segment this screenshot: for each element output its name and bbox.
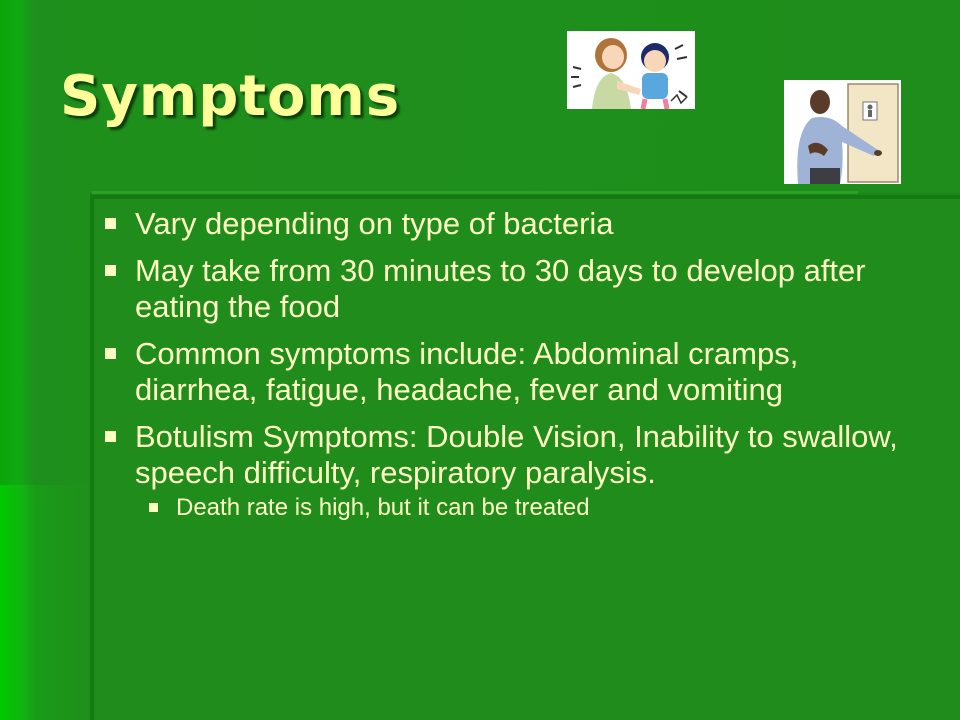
bullet-item <box>101 419 921 522</box>
sick-child-clipart-icon <box>567 31 695 109</box>
panel-highlight <box>92 191 858 194</box>
square-bullet-icon <box>105 348 116 359</box>
square-bullet-icon <box>105 265 116 276</box>
bullet-text: Vary depending on type of bacteria <box>135 206 614 241</box>
square-bullet-icon <box>105 218 116 229</box>
bullet-text: Botulism Symptoms: Double Vision, Inability to swallow, speech difficulty, respiratory paralysis. <box>135 419 898 490</box>
slide-decoration-strip <box>36 485 90 720</box>
slide-decoration-left <box>0 485 36 720</box>
bullet-list <box>101 206 921 533</box>
restroom-man-illustration <box>784 80 901 184</box>
sub-bullet-list <box>135 494 921 522</box>
square-bullet-icon <box>149 503 158 512</box>
sub-bullet-item <box>135 494 921 522</box>
bullet-item <box>101 206 921 242</box>
bullet-item <box>101 336 921 408</box>
restroom-man-clipart-icon <box>784 80 901 184</box>
bullet-text: May take from 30 minutes to 30 days to develop after eating the food <box>135 253 866 324</box>
bullet-text: Common symptoms include: Abdominal cramps, diarrhea, fatigue, headache, fever and vomiting <box>135 336 799 407</box>
sub-bullet-text: Death rate is high, but it can be treated <box>176 494 590 521</box>
sick-child-illustration <box>567 31 695 109</box>
bullet-item <box>101 253 921 325</box>
square-bullet-icon <box>105 431 116 442</box>
slide-title: Symptoms <box>60 64 401 129</box>
